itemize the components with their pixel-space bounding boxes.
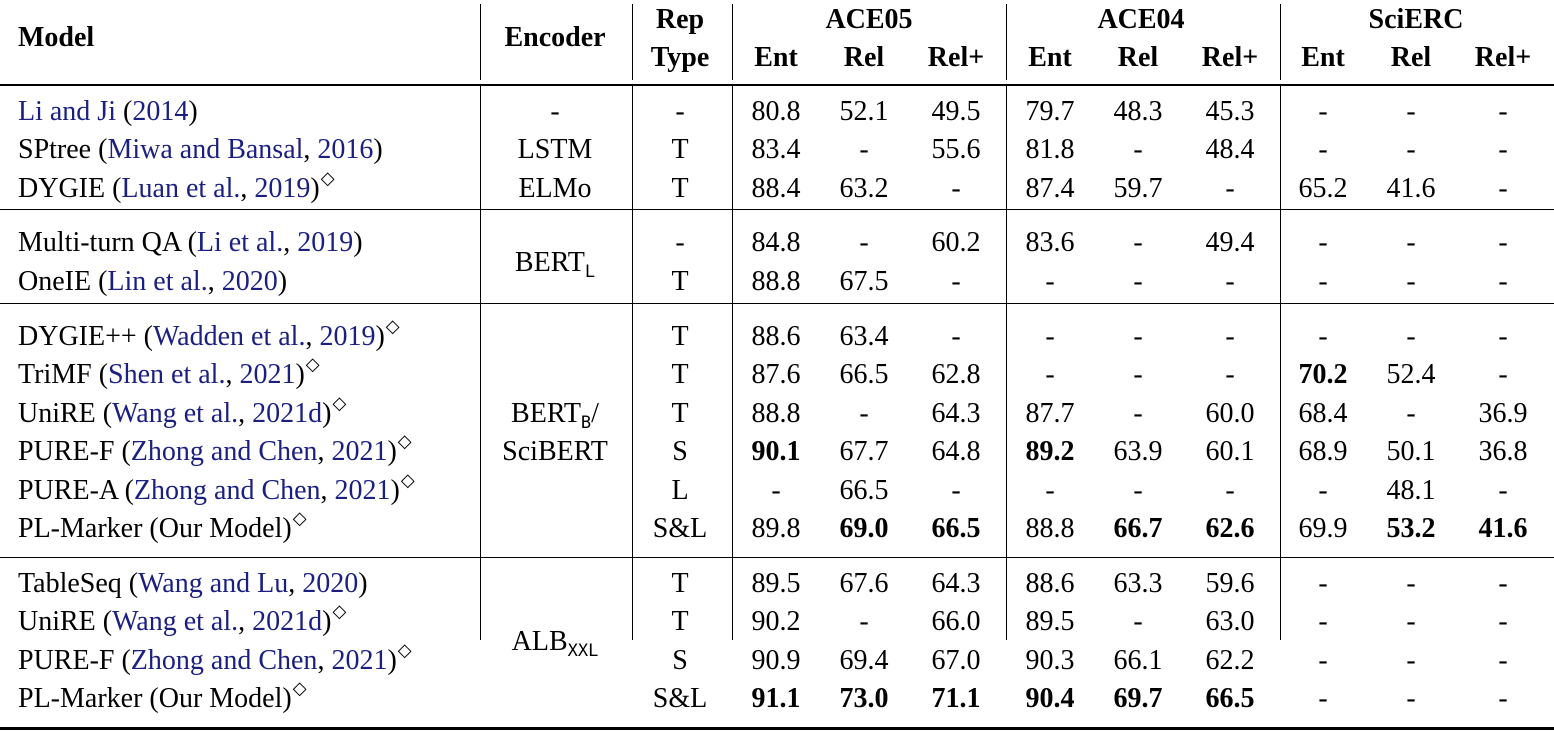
score-cell: 87.7: [1025, 398, 1075, 429]
diamond-marker: ◇: [292, 508, 307, 528]
citation-year[interactable]: 2016: [317, 134, 374, 165]
score-cell: 70.2: [1298, 359, 1348, 390]
rep-type-cell: L: [671, 475, 689, 506]
score-cell: -: [1225, 475, 1235, 506]
citation-year[interactable]: 2021: [331, 645, 388, 676]
score-cell: 67.5: [839, 266, 889, 297]
score-cell: -: [1133, 359, 1143, 390]
model-label: PL-Marker (Our Model): [18, 683, 292, 714]
score-cell: 63.9: [1113, 436, 1163, 467]
score-cell: -: [859, 227, 869, 258]
score-cell: 88.8: [751, 266, 801, 297]
citation-year[interactable]: 2020: [302, 568, 359, 599]
citation-link[interactable]: Wang and Lu: [138, 568, 289, 599]
citation-link[interactable]: Wadden et al.: [153, 321, 306, 352]
citation-link[interactable]: Wang et al.: [112, 606, 239, 637]
score-cell: 88.4: [751, 173, 801, 204]
model-label: Multi-turn QA: [18, 227, 188, 258]
score-cell: 62.6: [1205, 513, 1255, 544]
score-cell: -: [1133, 475, 1143, 506]
score-cell: -: [1225, 173, 1235, 204]
score-cell: -: [1406, 398, 1416, 429]
column-divider: [1280, 86, 1281, 640]
score-cell: 36.8: [1478, 436, 1528, 467]
model-label: TriMF: [18, 359, 99, 390]
citation-year[interactable]: 2019: [319, 321, 376, 352]
model-label: PURE-A: [18, 475, 125, 506]
diamond-marker: ◇: [397, 640, 412, 660]
score-cell: -: [1225, 266, 1235, 297]
citation-year[interactable]: 2021: [239, 359, 296, 390]
score-cell: -: [1133, 134, 1143, 165]
header-metric: Rel+: [1201, 42, 1259, 73]
diamond-marker: ◇: [320, 168, 335, 188]
model-label: DYGIE: [18, 173, 113, 204]
table-rule: [0, 727, 1554, 730]
header-metric: Ent: [1301, 42, 1345, 73]
score-cell: 36.9: [1478, 398, 1528, 429]
score-cell: -: [1498, 321, 1508, 352]
score-cell: -: [1406, 683, 1416, 714]
header-metric: Rel: [1117, 42, 1159, 73]
rep-type-cell: T: [671, 606, 689, 637]
score-cell: -: [859, 134, 869, 165]
column-divider: [480, 86, 481, 640]
score-cell: 66.5: [1205, 683, 1255, 714]
score-cell: -: [1406, 96, 1416, 127]
column-divider: [1006, 86, 1007, 640]
score-cell: -: [1318, 96, 1328, 127]
score-cell: 55.6: [931, 134, 981, 165]
model-name: TriMF (Shen et al., 2021)◇: [18, 354, 320, 390]
diamond-marker: ◇: [332, 601, 347, 621]
score-cell: 48.3: [1113, 96, 1163, 127]
header-model: Model: [18, 22, 95, 53]
rep-type-cell: S&L: [652, 513, 708, 544]
score-cell: 88.8: [1025, 513, 1075, 544]
score-cell: 41.6: [1386, 173, 1436, 204]
score-cell: -: [1045, 321, 1055, 352]
citation-link[interactable]: Lin et al.: [107, 266, 208, 297]
score-cell: 49.5: [931, 96, 981, 127]
model-label: DYGIE++: [18, 321, 144, 352]
score-cell: 64.3: [931, 398, 981, 429]
header-dataset-scierc: SciERC: [1368, 4, 1464, 35]
model-label: PURE-F: [18, 436, 122, 467]
score-cell: -: [1498, 227, 1508, 258]
header-metric: Ent: [754, 42, 798, 73]
citation-year[interactable]: 2021: [331, 436, 388, 467]
score-cell: 89.8: [751, 513, 801, 544]
score-cell: -: [1406, 266, 1416, 297]
model-label: TableSeq: [18, 568, 129, 599]
rep-type-cell: S&L: [652, 683, 708, 714]
encoder-subscript: L: [584, 261, 596, 282]
column-divider: [732, 4, 733, 80]
score-cell: 62.2: [1205, 645, 1255, 676]
score-cell: 41.6: [1478, 513, 1528, 544]
diamond-marker: ◇: [305, 354, 320, 374]
score-cell: -: [1045, 475, 1055, 506]
citation-year[interactable]: 2020: [221, 266, 278, 297]
model-name: DYGIE (Luan et al., 2019)◇: [18, 168, 335, 204]
score-cell: 90.4: [1025, 683, 1075, 714]
score-cell: -: [1406, 321, 1416, 352]
citation-link[interactable]: Miwa and Bansal: [107, 134, 304, 165]
score-cell: 59.6: [1205, 568, 1255, 599]
score-cell: 69.4: [839, 645, 889, 676]
table-rule: [0, 557, 1554, 558]
score-cell: -: [1406, 227, 1416, 258]
header-dataset-ace05: ACE05: [825, 4, 913, 35]
score-cell: 90.3: [1025, 645, 1075, 676]
score-cell: -: [1045, 266, 1055, 297]
diamond-marker: ◇: [400, 470, 415, 490]
score-cell: 60.0: [1205, 398, 1255, 429]
score-cell: -: [1225, 359, 1235, 390]
score-cell: 64.3: [931, 568, 981, 599]
score-cell: -: [1406, 645, 1416, 676]
model-name: Li and Ji (2014): [18, 96, 198, 127]
score-cell: -: [1498, 645, 1508, 676]
score-cell: 66.5: [839, 475, 889, 506]
citation-link[interactable]: Wang et al.: [112, 398, 239, 429]
score-cell: -: [859, 606, 869, 637]
score-cell: -: [1133, 321, 1143, 352]
citation-year[interactable]: 2014: [132, 96, 189, 127]
rep-type-cell: T: [671, 134, 689, 165]
citation-link[interactable]: Li et al.: [196, 227, 284, 258]
model-label: PL-Marker (Our Model): [18, 513, 292, 544]
score-cell: 67.7: [839, 436, 889, 467]
encoder-name: BERT: [511, 398, 581, 429]
rep-type-cell: T: [671, 398, 689, 429]
model-name: UniRE (Wang et al., 2021d)◇: [18, 601, 347, 637]
score-cell: 63.4: [839, 321, 889, 352]
score-cell: 83.6: [1025, 227, 1075, 258]
score-cell: -: [1318, 475, 1328, 506]
model-name: PURE-F (Zhong and Chen, 2021)◇: [18, 640, 412, 676]
column-divider: [732, 86, 733, 640]
model-label: OneIE: [18, 266, 99, 297]
score-cell: -: [1406, 134, 1416, 165]
score-cell: -: [1318, 227, 1328, 258]
score-cell: 69.0: [839, 513, 889, 544]
encoder-subscript: XXL: [567, 640, 599, 661]
score-cell: 60.1: [1205, 436, 1255, 467]
citation-link[interactable]: Zhong and Chen: [130, 645, 318, 676]
score-cell: -: [951, 266, 961, 297]
score-cell: 88.8: [751, 398, 801, 429]
column-divider: [480, 4, 481, 80]
score-cell: -: [1318, 321, 1328, 352]
score-cell: 89.5: [1025, 606, 1075, 637]
encoder-cell: [515, 248, 595, 281]
header-rep-type: Type: [650, 42, 710, 73]
citation-year[interactable]: 2021: [334, 475, 391, 506]
score-cell: 69.9: [1298, 513, 1348, 544]
header-metric: Rel+: [927, 42, 985, 73]
citation-year[interactable]: 2019: [297, 227, 354, 258]
score-cell: -: [1225, 321, 1235, 352]
score-cell: -: [859, 398, 869, 429]
model-name: PURE-A (Zhong and Chen, 2021)◇: [18, 470, 415, 506]
citation-year[interactable]: 2021d: [252, 606, 323, 637]
rep-type-cell: -: [675, 227, 685, 258]
score-cell: 66.1: [1113, 645, 1163, 676]
score-cell: 90.2: [751, 606, 801, 637]
score-cell: -: [771, 475, 781, 506]
score-cell: -: [1406, 568, 1416, 599]
header-metric: Ent: [1028, 42, 1072, 73]
diamond-marker: ◇: [385, 316, 400, 336]
table-rule: [0, 209, 1554, 210]
score-cell: -: [1498, 683, 1508, 714]
citation-link[interactable]: Shen et al.: [108, 359, 226, 390]
header-metric: Rel: [1390, 42, 1432, 73]
encoder-cell: -: [550, 96, 560, 127]
score-cell: 48.4: [1205, 134, 1255, 165]
rep-type-cell: T: [671, 321, 689, 352]
score-cell: 68.9: [1298, 436, 1348, 467]
score-cell: 69.7: [1113, 683, 1163, 714]
score-cell: 64.8: [931, 436, 981, 467]
score-cell: 63.0: [1205, 606, 1255, 637]
score-cell: 50.1: [1386, 436, 1436, 467]
score-cell: 71.1: [931, 683, 981, 714]
model-name: [18, 508, 307, 546]
column-divider: [632, 86, 633, 640]
encoder-cell: [511, 399, 599, 432]
score-cell: 67.6: [839, 568, 889, 599]
score-cell: 66.5: [931, 513, 981, 544]
encoder-cell: [512, 627, 599, 660]
score-cell: -: [951, 321, 961, 352]
rep-type-cell: T: [671, 568, 689, 599]
score-cell: 87.4: [1025, 173, 1075, 204]
score-cell: -: [1498, 359, 1508, 390]
column-divider: [1280, 4, 1281, 80]
score-cell: 91.1: [751, 683, 801, 714]
header-rep-type: Rep: [655, 4, 705, 35]
encoder-name: BERT: [514, 246, 585, 278]
citation-link[interactable]: Li and Ji: [18, 96, 116, 127]
diamond-marker: ◇: [397, 431, 412, 451]
model-label: SPtree: [18, 134, 99, 165]
model-name: PURE-F (Zhong and Chen, 2021)◇: [18, 431, 412, 467]
score-cell: -: [1498, 134, 1508, 165]
score-cell: 52.4: [1386, 359, 1436, 390]
score-cell: 88.6: [751, 321, 801, 352]
score-cell: -: [1133, 227, 1143, 258]
score-cell: 88.6: [1025, 568, 1075, 599]
table-rule: [0, 84, 1554, 86]
score-cell: 66.5: [839, 359, 889, 390]
encoder-name: ALB: [511, 625, 568, 657]
encoder-subscript: B: [580, 413, 592, 433]
encoder-cell: ELMo: [518, 173, 592, 204]
score-cell: 68.4: [1298, 398, 1348, 429]
score-cell: -: [951, 173, 961, 204]
score-cell: 45.3: [1205, 96, 1255, 127]
score-cell: -: [1318, 568, 1328, 599]
score-cell: -: [1133, 398, 1143, 429]
score-cell: 63.3: [1113, 568, 1163, 599]
score-cell: 81.8: [1025, 134, 1075, 165]
score-cell: 90.1: [751, 436, 801, 467]
rep-type-cell: S: [672, 645, 688, 676]
rep-type-cell: S: [672, 436, 688, 467]
score-cell: 79.7: [1025, 96, 1075, 127]
citation-link[interactable]: Luan et al.: [121, 173, 241, 204]
rep-type-cell: T: [671, 173, 689, 204]
score-cell: 63.2: [839, 173, 889, 204]
encoder-cell: LSTM: [517, 134, 593, 165]
model-name: TableSeq (Wang and Lu, 2020): [18, 568, 368, 599]
header-metric: Rel+: [1474, 42, 1532, 73]
column-divider: [632, 4, 633, 80]
score-cell: 53.2: [1386, 513, 1436, 544]
model-label: UniRE: [18, 606, 103, 637]
score-cell: 66.0: [931, 606, 981, 637]
table-rule: [0, 303, 1554, 304]
citation-link[interactable]: Zhong and Chen: [133, 475, 321, 506]
score-cell: -: [1498, 173, 1508, 204]
score-cell: -: [1318, 266, 1328, 297]
score-cell: 49.4: [1205, 227, 1255, 258]
rep-type-cell: -: [675, 96, 685, 127]
model-label: PURE-F: [18, 645, 122, 676]
model-name: DYGIE++ (Wadden et al., 2019)◇: [18, 316, 400, 352]
score-cell: 89.2: [1025, 436, 1075, 467]
rep-type-cell: T: [671, 359, 689, 390]
score-cell: -: [1318, 134, 1328, 165]
score-cell: -: [1498, 96, 1508, 127]
encoder-cell-line2: SciBERT: [502, 436, 608, 467]
model-name: [18, 678, 307, 716]
score-cell: -: [1498, 568, 1508, 599]
header-dataset-ace04: ACE04: [1097, 4, 1185, 35]
score-cell: 65.2: [1298, 173, 1348, 204]
score-cell: -: [1406, 606, 1416, 637]
model-name: Multi-turn QA (Li et al., 2019): [18, 227, 363, 258]
score-cell: -: [1498, 475, 1508, 506]
score-cell: 59.7: [1113, 173, 1163, 204]
score-cell: -: [1318, 606, 1328, 637]
score-cell: 52.1: [839, 96, 889, 127]
model-name: UniRE (Wang et al., 2021d)◇: [18, 393, 347, 429]
score-cell: 83.4: [751, 134, 801, 165]
citation-link[interactable]: Zhong and Chen: [130, 436, 318, 467]
model-label: UniRE: [18, 398, 103, 429]
score-cell: 87.6: [751, 359, 801, 390]
score-cell: 80.8: [751, 96, 801, 127]
encoder-suffix: /: [591, 398, 599, 429]
column-divider: [1006, 4, 1007, 80]
score-cell: -: [1498, 606, 1508, 637]
score-cell: 89.5: [751, 568, 801, 599]
header-metric: Rel: [843, 42, 885, 73]
score-cell: -: [1318, 645, 1328, 676]
score-cell: -: [951, 475, 961, 506]
rep-type-cell: T: [671, 266, 689, 297]
citation-year[interactable]: 2021d: [252, 398, 323, 429]
score-cell: -: [1318, 683, 1328, 714]
score-cell: 73.0: [839, 683, 889, 714]
score-cell: 48.1: [1386, 475, 1436, 506]
score-cell: 66.7: [1113, 513, 1163, 544]
score-cell: -: [1133, 266, 1143, 297]
score-cell: -: [1133, 606, 1143, 637]
score-cell: 67.0: [931, 645, 981, 676]
score-cell: 62.8: [931, 359, 981, 390]
header-encoder: Encoder: [504, 22, 606, 53]
score-cell: -: [1498, 266, 1508, 297]
citation-year[interactable]: 2019: [254, 173, 311, 204]
score-cell: -: [1045, 359, 1055, 390]
model-name: OneIE (Lin et al., 2020): [18, 266, 288, 297]
diamond-marker: ◇: [332, 393, 347, 413]
diamond-marker: ◇: [292, 678, 307, 698]
score-cell: 84.8: [751, 227, 801, 258]
model-name: SPtree (Miwa and Bansal, 2016): [18, 134, 383, 165]
score-cell: 90.9: [751, 645, 801, 676]
score-cell: 60.2: [931, 227, 981, 258]
